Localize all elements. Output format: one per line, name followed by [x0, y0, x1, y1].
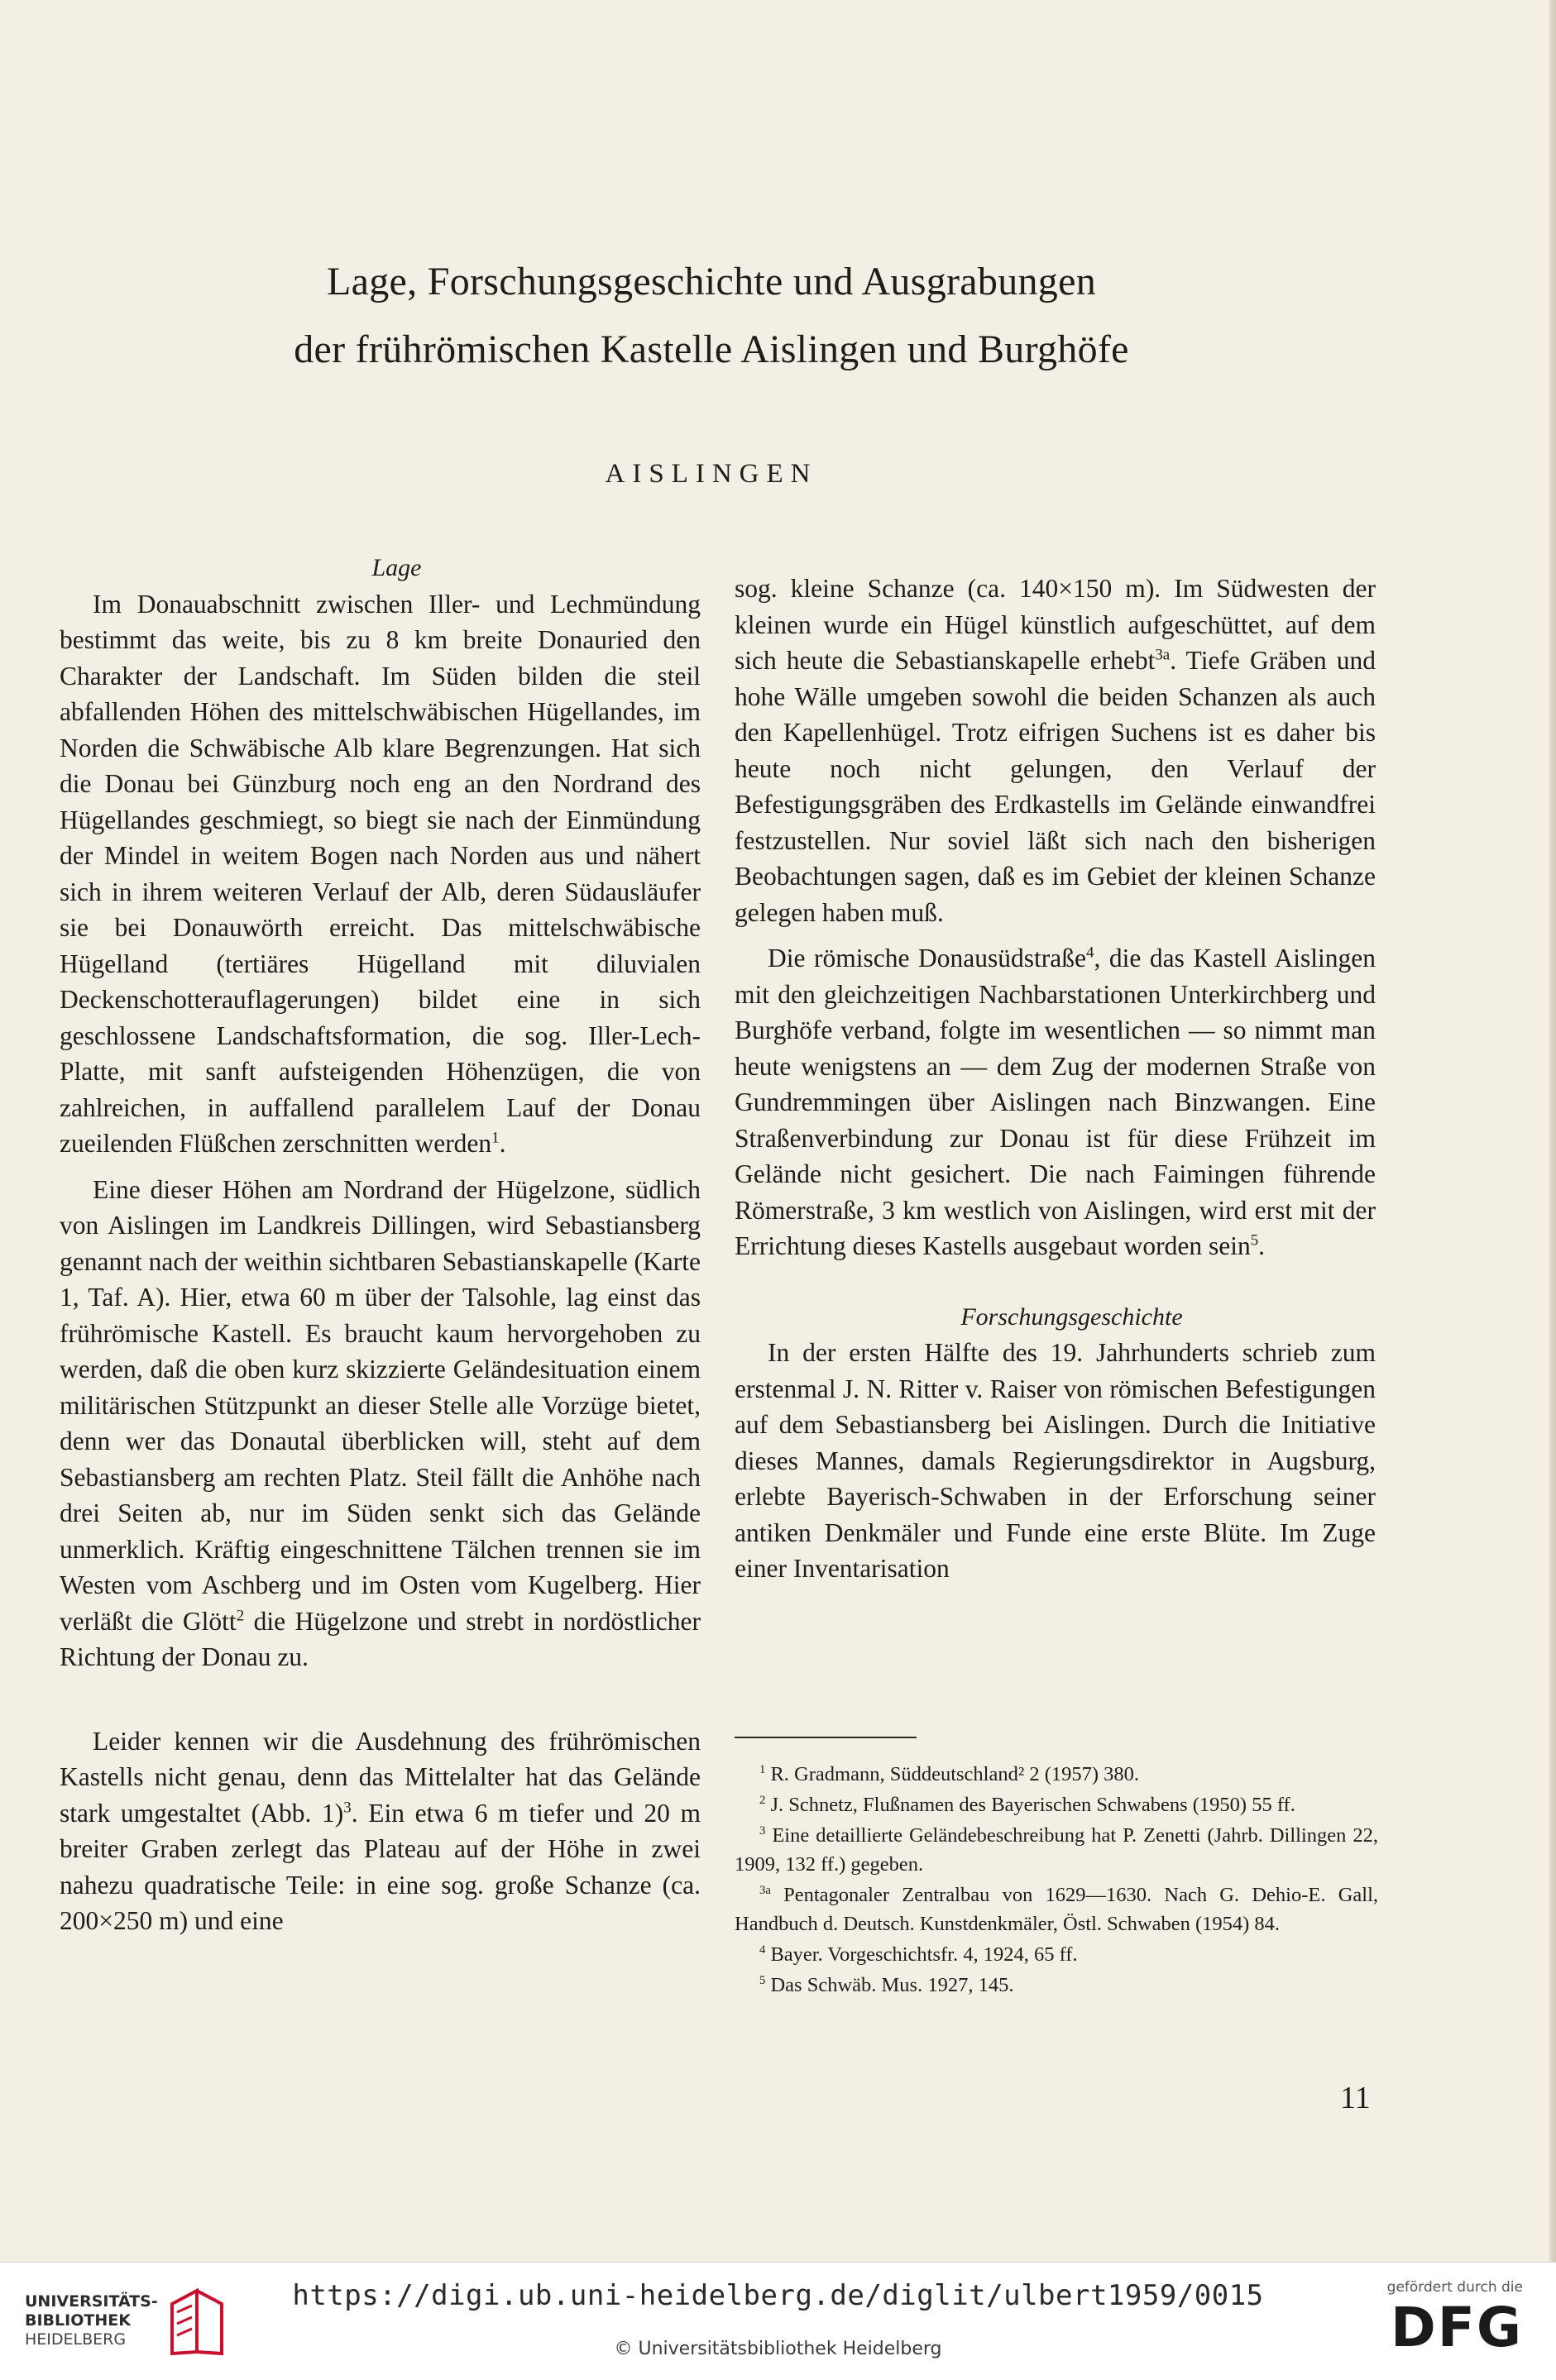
dfg-label: gefördert durch die [1386, 2279, 1523, 2296]
footnote [735, 1790, 1378, 1819]
footnote [735, 1821, 1378, 1879]
footnote-ref: 3a [1155, 646, 1171, 664]
footnote [735, 1940, 1378, 1969]
right-column [735, 571, 1376, 1587]
footnote-text: Das Schwäb. Mus. 1927, 145. [770, 1974, 1014, 1996]
footnote-text: J. Schnetz, Flußnamen des Bayerischen Schwabens (1950) 55 ff. [770, 1794, 1295, 1816]
footnote-ref: 1 [491, 1129, 500, 1147]
footnote-text: Pentagonaler Zentralbau von 1629—1630. Nach G. Dehio-E. Gall, Handbuch d. Deutsch. Kunstdenkmäler, Östl. Schwaben (1954) 84. [735, 1884, 1379, 1935]
paragraph-text: Eine dieser Höhen am Nordrand der Hügelzone, südlich von Aislingen im Landkreis Dillingen, wird Sebastiansberg genannt nach der weithin sichtbaren Sebastianskapelle (Karte 1, Taf. A). Hier, etwa 60 m über der Talsohle, lag einst das frührömische Kastell. Es braucht kaum hervorgehoben zu werden, daß die oben kurz skizzierte Geländesituation einem militärischen Stützpunkt an dieser Stelle alle Vorzüge bietet, denn wer das Donautal überblicken will, steht auf dem Sebastiansberg am rechten Platz. Steil fällt die Anhöhe nach drei Seiten ab, nur im Süden senkt sich das Gelände unmerklich. Kräftig eingeschnittene Tälchen trennen sie im Westen vom Aschberg und im Osten vom Kugelberg. Hier verläßt die Glött [60, 1174, 701, 1636]
paragraph-text: . Ein etwa 6 m tiefer und 20 m breiter Graben zerlegt das Plateau auf der Höhe in zwei nahezu quadratische Teile: in eine sog. große Schanze (ca. 200×250 m) und eine [60, 1798, 701, 1935]
copyright-notice: © Universitätsbibliothek Heidelberg [614, 2339, 942, 2359]
article-title-line-1: Lage, Forschungsgeschichte und Ausgrabungen [326, 260, 1097, 303]
page-number: 11 [1340, 2081, 1371, 2115]
paragraph [735, 940, 1376, 1264]
section-heading: AISLINGEN [605, 459, 818, 489]
library-name-line: UNIVERSITÄTS- [25, 2292, 158, 2311]
footnote-ref: 2 [236, 1607, 245, 1624]
dfg-logo: DFG [1390, 2296, 1523, 2359]
footnote-number: 4 [759, 1943, 766, 1957]
footnote [735, 1760, 1378, 1789]
paragraph-text: Im Donauabschnitt zwischen Iller- und Lechmündung bestimmt das weite, bis zu 8 km breite Donauried den Charakter der Landschaft. Im Süden bilden die steil abfallenden Höhen des mittelschwäbischen Hügellandes, im Norden die Schwäbische Alb klare Begrenzungen. Hat sich die Donau bei Günzburg noch eng an den Nordrand des Hügellandes geschmiegt, so biegt sie nach der Einmündung der Mindel in weitem Bogen nach Norden aus und nähert sich in ihrem weiteren Verlauf der Alb, deren Südausläufer sie bei Donauwörth erreicht. Das mittelschwäbische Hügelland (tertiäres Hügelland mit diluvialen Deckenschotterauflagerungen) bildet eine in sich geschlossene Landschaftsformation, die sog. Iller-Lech-Platte, mit sanft aufsteigenden Höhenzügen, die von zahlreichen, in auffallend parallelem Lauf der Donau zueilenden Flüßchen zerschnitten werden [60, 589, 701, 1158]
paragraph-text: , die das Kastell Aislingen mit den gleichzeitigen Nachbarstationen Unterkirchberg und Burghöfe verband, folgte im wesentlichen — so nimmt man heute wenigstens an — dem Zug der modernen Straße von Gundremmingen über Aislingen nach Binzwangen. Eine Straßenverbindung zur Donau ist für diese Frühzeit im Gelände nicht gesichert. Die nach Faimingen führende Römerstraße, 3 km westlich von Aislingen, wird erst mit der Errichtung dieses Kastells ausgebaut worden sein [735, 944, 1376, 1260]
footnote-ref: 4 [1086, 944, 1094, 962]
footnote [735, 1971, 1378, 2000]
footnote-text: Bayer. Vorgeschichtsfr. 4, 1924, 65 ff. [770, 1943, 1078, 1966]
paragraph: In der ersten Hälfte des 19. Jahrhunderts schrieb zum erstenmal J. N. Ritter v. Raiser von römischen Befestigungen auf dem Sebastiansberg bei Aislingen. Durch die Initiative dieses Mannes, damals Regierungsdirektor in Augsburg, erlebte Bayerisch-Schwaben in der Erforschung seiner antiken Denkmäler und Funde eine erste Blüte. Im Zuge einer Inventarisation [735, 1338, 1376, 1583]
footnote-ref: 3 [343, 1799, 352, 1816]
subheading-forschung: Forschungsgeschichte [960, 1302, 1183, 1331]
viewer-footer [0, 2262, 1556, 2380]
paragraph [60, 1172, 701, 1675]
library-name-line: BIBLIOTHEK [25, 2311, 131, 2330]
paragraph-text: . Tiefe Gräben und hohe Wälle umgeben sowohl die beiden Schanzen als auch den Kapellenhügel. Trotz eifrigen Suchens ist es daher bis heute noch nicht gelungen, den Verlauf der Befestigungsgräben des Erdkastells im Gelände einwandfrei festzustellen. Nur soviel läßt sich nach den bisherigen Beobachtungen sagen, daß es im Gebiet der kleinen Schanze gelegen haben muß. [735, 646, 1376, 927]
dfg-funding[interactable] [1357, 2279, 1523, 2360]
article-title [0, 248, 1423, 384]
permalink-url[interactable]: https://digi.ub.uni-heidelberg.de/diglit/ulbert1959/0015 [292, 2279, 1264, 2312]
footnote-number: 5 [759, 1973, 766, 1987]
page-edge [1549, 0, 1556, 2262]
paragraph [60, 1723, 701, 1939]
article-title-line-2: der frührömischen Kastelle Aislingen und Burghöfe [294, 327, 1129, 371]
paragraph-text: . [1258, 1231, 1266, 1260]
footnote [735, 1881, 1378, 1938]
footnote-text: R. Gradmann, Süddeutschland² 2 (1957) 380. [770, 1763, 1140, 1785]
paragraph-text: Leider kennen wir die Ausdehnung des frührömischen Kastells nicht genau, denn das Mittelalter hat das Gelände stark umgestaltet (Abb. 1) [60, 1726, 701, 1828]
paragraph [735, 571, 1376, 930]
footnotes [735, 1760, 1378, 2001]
paragraph [60, 586, 701, 1162]
footnote-number: 1 [759, 1762, 766, 1776]
footnote-number: 3 [759, 1823, 766, 1838]
footnote-text: Eine detaillierte Geländebeschreibung hat P. Zenetti (Jahrb. Dillingen 22, 1909, 132 ff.) gegeben. [735, 1824, 1379, 1876]
paragraph-text: Die römische Donausüdstraße [768, 944, 1086, 973]
footnote-number: 2 [759, 1793, 766, 1807]
footnote-divider [735, 1737, 917, 1738]
footnote-number: 3a [759, 1883, 771, 1897]
subheading-lage: Lage [371, 554, 422, 581]
paragraph-text: sog. kleine Schanze (ca. 140×150 m). Im Südwesten der kleinen wurde ein Hügel künstlich aufgeschüttet, auf dem sich heute die Sebastianskapelle erhebt [735, 574, 1376, 675]
paragraph-text: die Hügelzone und strebt in nordöstlicher Richtung der Donau zu. [60, 1606, 701, 1671]
footnote-ref: 5 [1250, 1231, 1259, 1250]
left-column [60, 550, 701, 1939]
paragraph-text: . [499, 1129, 506, 1158]
library-name-line: HEIDELBERG [25, 2330, 127, 2349]
